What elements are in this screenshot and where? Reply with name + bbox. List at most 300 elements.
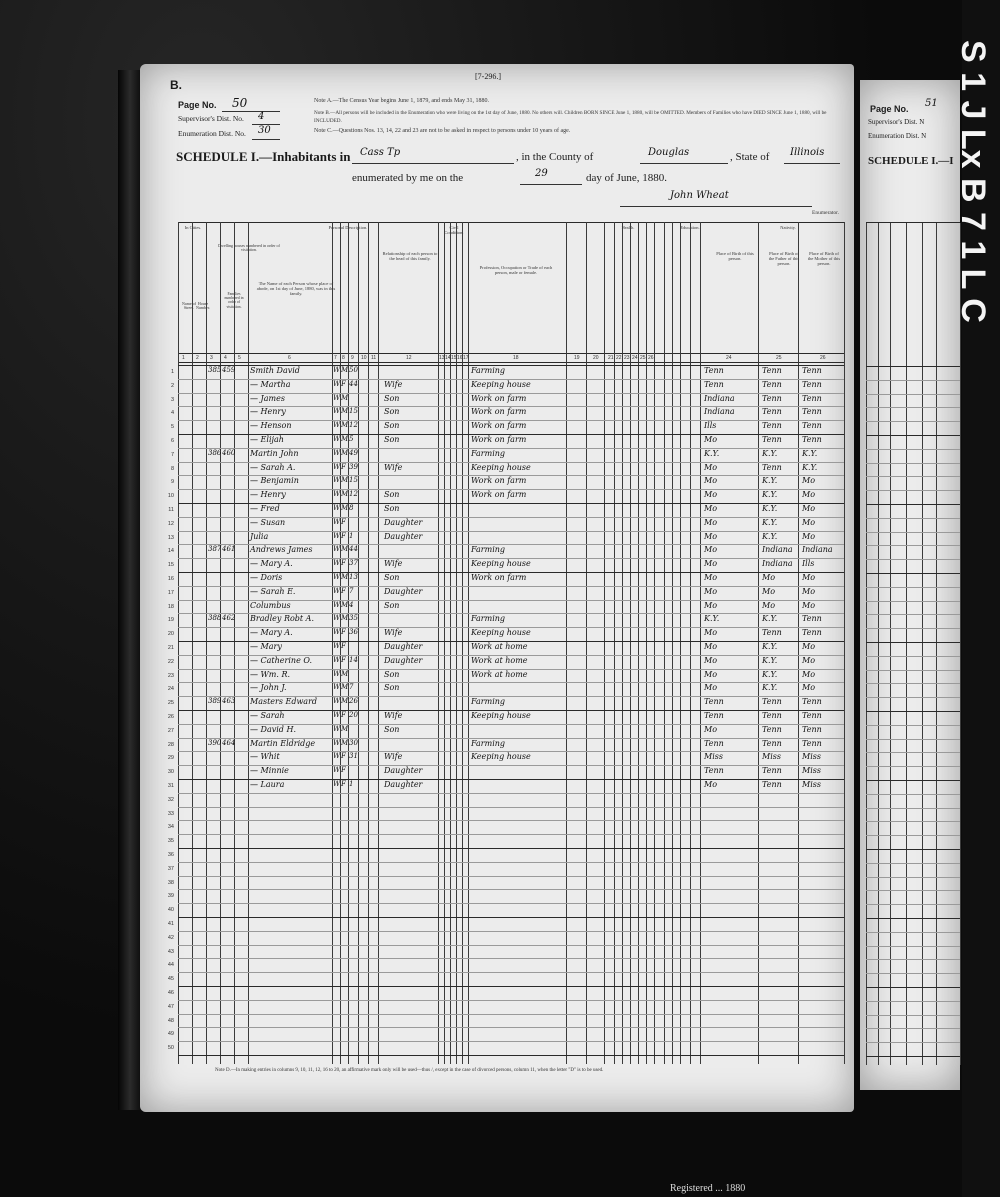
row-divider <box>178 820 844 821</box>
header-birthplace: Place of Birth of this person. <box>716 251 754 261</box>
mother-birthplace-value: Tenn <box>802 435 822 444</box>
right-row-divider <box>866 490 960 491</box>
row-number: 49 <box>167 1031 174 1038</box>
sex-value: M <box>341 545 349 554</box>
row-divider <box>178 1027 844 1028</box>
birthplace-value: Tenn <box>704 366 724 375</box>
father-birthplace-value: Tenn <box>762 766 782 776</box>
column-number: 7 <box>334 355 337 361</box>
column-divider <box>234 222 235 1064</box>
birthplace-value: Mo <box>704 642 718 651</box>
father-birthplace-value: K.Y. <box>762 490 778 500</box>
header-health: Health. <box>621 225 635 230</box>
column-divider <box>586 222 587 1064</box>
relationship-value: Daughter <box>384 642 423 651</box>
enumeration-label: Enumeration Dist. No. <box>178 129 246 138</box>
right-row-divider <box>866 890 960 891</box>
right-row-divider <box>866 725 960 726</box>
right-row-divider <box>866 697 960 698</box>
person-name: Masters Edward <box>250 697 318 707</box>
right-row-divider <box>866 532 960 533</box>
color-value: W <box>333 379 341 388</box>
age-value: 44 <box>349 545 358 554</box>
row-number: 40 <box>167 907 174 914</box>
relationship-value: Daughter <box>384 766 423 776</box>
age-value: 44 <box>349 379 358 388</box>
row-number: 46 <box>167 990 174 996</box>
right-row-divider <box>866 1028 960 1029</box>
age-value: 39 <box>349 462 358 471</box>
family-number: 462 <box>222 614 236 623</box>
township-line <box>352 163 514 164</box>
mother-birthplace-value: K.Y. <box>802 462 818 472</box>
row-number: 21 <box>167 645 174 651</box>
sex-value: M <box>341 697 349 706</box>
column-divider <box>638 222 639 1064</box>
row-number: 50 <box>167 1045 174 1052</box>
occupation-value: Work on farm <box>471 573 527 582</box>
age-value: 1 <box>349 531 354 540</box>
color-value: W <box>333 642 341 650</box>
family-number: 461 <box>222 545 236 554</box>
father-birthplace-value: K.Y. <box>762 448 778 458</box>
mother-birthplace-value: Mo <box>802 600 816 610</box>
sheet-letter: B. <box>170 78 182 92</box>
row-number: 39 <box>167 893 174 900</box>
birthplace-value: Ills <box>704 421 717 431</box>
right-table <box>866 222 960 1065</box>
color-value: W <box>333 490 341 499</box>
person-name: — Henson <box>250 421 292 431</box>
relationship-value: Son <box>384 504 400 513</box>
person-name: — Mary A. <box>250 628 293 638</box>
sex-value: M <box>341 504 349 512</box>
column-divider <box>604 222 605 1064</box>
day-label: day of June, 1880. <box>586 172 667 184</box>
sex-value: F <box>341 379 346 388</box>
birthplace-value: Mo <box>704 724 718 734</box>
row-number: 22 <box>167 658 174 665</box>
right-row-divider <box>866 380 960 381</box>
person-name: — John J. <box>250 683 287 693</box>
relationship-value: Son <box>384 573 400 582</box>
row-number: 1 <box>170 369 174 375</box>
birthplace-value: Tenn <box>704 379 724 389</box>
column-number: 18 <box>513 355 519 361</box>
sex-value: M <box>341 600 349 609</box>
column-number: 6 <box>288 355 291 361</box>
occupation-value: Work on farm <box>471 435 527 444</box>
page-no-value: 50 <box>232 96 248 110</box>
dwelling-number: 385 <box>208 366 222 374</box>
state-line <box>784 163 840 164</box>
mother-birthplace-value: Tenn <box>802 379 822 389</box>
color-value: W <box>333 628 341 637</box>
age-value: 12 <box>349 421 358 430</box>
sex-value: M <box>341 738 349 747</box>
column-divider <box>566 222 567 1064</box>
person-name: — Doris <box>250 573 283 582</box>
sex-value: F <box>341 752 346 761</box>
header-relationship: Relationship of each person to the head of this family. <box>382 251 438 261</box>
right-row-divider <box>866 614 960 615</box>
column-divider <box>192 222 193 1064</box>
color-value: W <box>333 780 341 788</box>
right-row-divider <box>866 573 960 574</box>
birthplace-value: Mo <box>704 586 718 596</box>
mother-birthplace-value: Miss <box>802 766 821 776</box>
father-birthplace-value: Tenn <box>762 393 782 403</box>
note-b: Note B.—All persons will be included in the Enumeration who were living on the 1st day of June, 1880. No others will. Children BORN SINCE June 1, 1880, will be OMITTED. Members of Families who have DIED SINCE June 1, 1880, will be INCLUDED. <box>314 110 827 124</box>
supervisor-value: 4 <box>258 111 265 122</box>
color-value: W <box>333 366 341 374</box>
color-value: W <box>333 407 341 416</box>
right-row-divider <box>866 683 960 684</box>
right-row-divider <box>866 407 960 408</box>
row-divider <box>178 876 844 877</box>
dwelling-number: 388 <box>208 614 222 623</box>
mother-birthplace-value: Mo <box>802 476 816 486</box>
person-name: — Fred <box>250 504 280 513</box>
row-number: 19 <box>167 617 174 624</box>
row-divider <box>178 903 844 904</box>
right-row-divider <box>866 476 960 477</box>
footer-note: Note D.—In making entries in columns 9, 10, 11, 12, 16 to 20, an affirmative mark only will be used—thus /, except in the case of divorced persons, column 11, when the letter "D" is to be used. <box>215 1068 604 1073</box>
row-divider <box>178 862 844 863</box>
father-birthplace-value: Tenn <box>762 780 782 789</box>
column-divider <box>844 222 845 1064</box>
father-birthplace-value: Tenn <box>762 462 782 472</box>
right-row-divider <box>866 545 960 546</box>
enumeration-value: 30 <box>258 125 271 136</box>
column-divider <box>614 222 615 1064</box>
age-value: 14 <box>349 655 358 664</box>
right-column-divider <box>922 223 923 1065</box>
person-name: — David H. <box>250 724 296 734</box>
county-line <box>640 163 728 164</box>
relationship-value: Son <box>384 683 400 693</box>
census-table <box>167 222 844 1064</box>
age-value: 30 <box>349 738 358 747</box>
occupation-value: Work at home <box>471 642 528 651</box>
township-value: Cass Tp <box>360 147 401 158</box>
row-number: 17 <box>167 589 174 596</box>
mother-birthplace-value: Mo <box>802 504 816 513</box>
column-divider <box>622 222 623 1064</box>
relationship-value: Daughter <box>384 780 423 789</box>
mother-birthplace-value: Ills <box>802 559 815 569</box>
row-number: 30 <box>167 769 174 776</box>
printer-mark: [7-296.] <box>475 72 501 81</box>
row-number: 23 <box>167 672 174 679</box>
right-column-divider <box>906 223 907 1065</box>
right-column-divider <box>960 223 961 1065</box>
person-name: — Martha <box>250 379 291 389</box>
right-row-divider <box>866 1056 960 1057</box>
column-divider <box>220 222 221 1064</box>
sex-value: M <box>341 421 349 430</box>
color-value: W <box>333 752 341 761</box>
color-value: W <box>333 559 341 568</box>
right-row-divider <box>866 394 960 395</box>
row-number: 10 <box>167 493 174 500</box>
page-no-line <box>222 111 280 112</box>
person-name: Martin Eldridge <box>250 738 316 748</box>
right-row-divider <box>866 1001 960 1002</box>
color-value: W <box>333 683 341 692</box>
column-number: 4 <box>224 355 227 361</box>
birthplace-value: Mo <box>704 517 718 527</box>
right-row-divider <box>866 932 960 933</box>
father-birthplace-value: Tenn <box>762 628 782 638</box>
father-birthplace-value: Tenn <box>762 724 782 734</box>
column-number: 23 <box>624 355 630 361</box>
header-personal: Personal Description. <box>328 225 368 230</box>
person-name: Julia <box>250 531 269 541</box>
header-family: Families numbered in order of visitation. <box>224 292 244 309</box>
relationship-value: Son <box>384 669 400 679</box>
row-divider <box>178 834 844 835</box>
header-mother-birth: Place of Birth of the Mother of this person. <box>807 251 841 266</box>
row-number: 42 <box>167 934 174 941</box>
relationship-value: Son <box>384 600 400 610</box>
color-value: W <box>333 697 341 706</box>
right-row-divider <box>866 559 960 560</box>
person-name: Bradley Robt A. <box>250 614 314 624</box>
relationship-value: Wife <box>384 462 403 472</box>
right-row-divider <box>866 766 960 767</box>
header-in-cities: In Cities. <box>184 225 202 230</box>
occupation-value: Keeping house <box>471 462 531 472</box>
row-number: 12 <box>167 520 174 527</box>
column-divider <box>348 222 349 1064</box>
row-number: 32 <box>167 796 174 803</box>
row-number: 3 <box>170 396 174 403</box>
column-number: 25 <box>640 355 646 361</box>
birthplace-value: Mo <box>704 490 718 500</box>
dwelling-number: 387 <box>208 545 222 554</box>
right-schedule-title: SCHEDULE I.—I <box>868 155 954 167</box>
color-value: W <box>333 517 341 526</box>
person-name: — Sarah E. <box>250 586 296 596</box>
right-row-divider <box>866 366 960 367</box>
right-page-no-value: 51 <box>925 98 938 109</box>
person-name: — Henry <box>250 407 286 417</box>
age-value: 35 <box>349 614 358 623</box>
row-divider <box>178 1014 844 1015</box>
mother-birthplace-value: Mo <box>802 531 816 541</box>
right-row-divider <box>866 449 960 450</box>
mother-birthplace-value: Tenn <box>802 393 822 403</box>
header-nativity: Nativity. <box>780 225 796 230</box>
birthplace-value: Mo <box>704 669 718 679</box>
person-name: — Mary <box>250 642 282 651</box>
relationship-value: Son <box>384 490 400 500</box>
right-row-divider <box>866 808 960 809</box>
right-row-divider <box>866 1042 960 1043</box>
sex-value: M <box>341 683 349 692</box>
father-birthplace-value: Mo <box>762 586 776 596</box>
sex-value: F <box>341 531 346 540</box>
mother-birthplace-value: Mo <box>802 586 816 596</box>
right-column-divider <box>936 223 937 1065</box>
supervisor-label: Supervisor's Dist. No. <box>178 114 244 123</box>
person-name: — Sarah <box>250 711 285 720</box>
father-birthplace-value: K.Y. <box>762 642 778 651</box>
header-education: Education. <box>680 225 700 230</box>
header-street: Name of Street. <box>182 301 196 311</box>
person-name: — Susan <box>250 517 286 527</box>
occupation-value: Work at home <box>471 669 528 679</box>
row-divider <box>178 793 844 794</box>
row-number: 41 <box>167 921 174 927</box>
sex-value: F <box>341 711 346 719</box>
column-number: 8 <box>342 355 345 361</box>
column-divider <box>690 222 691 1064</box>
mother-birthplace-value: Tenn <box>802 407 822 417</box>
person-name: — Whit <box>250 752 280 762</box>
row-number: 27 <box>167 727 174 734</box>
column-number: 17 <box>463 355 469 361</box>
row-number: 34 <box>167 824 174 831</box>
column-divider <box>178 222 179 1064</box>
row-number: 2 <box>170 382 174 389</box>
row-number: 8 <box>170 465 174 472</box>
mother-birthplace-value: Tenn <box>802 724 822 734</box>
column-divider <box>758 222 759 1064</box>
father-birthplace-value: Mo <box>762 600 776 610</box>
column-divider <box>444 222 445 1064</box>
father-birthplace-value: Tenn <box>762 711 782 720</box>
color-value: W <box>333 669 341 678</box>
right-row-divider <box>866 918 960 919</box>
father-birthplace-value: K.Y. <box>762 655 778 665</box>
right-row-divider <box>866 739 960 740</box>
header-civil: Civil Condition. <box>444 225 464 235</box>
father-birthplace-value: K.Y. <box>762 669 778 679</box>
occupation-value: Work on farm <box>471 490 527 500</box>
mother-birthplace-value: Miss <box>802 780 821 789</box>
right-enumeration-label: Enumeration Dist. N <box>868 132 927 140</box>
row-number: 25 <box>167 700 174 707</box>
color-value: W <box>333 421 341 430</box>
occupation-value: Keeping house <box>471 711 531 720</box>
column-divider <box>798 222 799 1064</box>
sex-value: F <box>341 586 346 595</box>
note-a: Note A.—The Census Year begins June 1, 1879, and ends May 31, 1880. <box>314 98 489 104</box>
relationship-value: Son <box>384 407 400 417</box>
right-row-divider <box>866 656 960 657</box>
color-value: W <box>333 545 341 554</box>
person-name: Smith David <box>250 366 300 375</box>
occupation-value: Farming <box>471 738 506 748</box>
right-row-divider <box>866 1015 960 1016</box>
father-birthplace-value: Tenn <box>762 407 782 417</box>
age-value: 7 <box>349 586 354 595</box>
column-divider <box>438 222 439 1064</box>
person-name: — Sarah A. <box>250 462 296 472</box>
relationship-value: Daughter <box>384 655 423 665</box>
mother-birthplace-value: Tenn <box>802 614 822 624</box>
state-label: , State of <box>730 151 770 163</box>
birthplace-value: K.Y. <box>704 614 720 624</box>
father-birthplace-value: Tenn <box>762 366 782 375</box>
column-number: 16 <box>457 355 463 361</box>
column-divider <box>456 222 457 1064</box>
right-row-divider <box>866 959 960 960</box>
birthplace-value: Mo <box>704 462 718 472</box>
age-value: 15 <box>349 407 358 416</box>
color-value: W <box>333 531 341 540</box>
column-number: 2 <box>196 355 199 361</box>
header-name: The Name of each Person whose place of abode, on 1st day of June, 1880, was in this family. <box>256 281 336 296</box>
sex-value: M <box>341 669 349 678</box>
row-number: 44 <box>167 962 174 969</box>
right-row-divider <box>866 835 960 836</box>
sex-value: F <box>341 517 346 526</box>
row-number: 26 <box>167 714 174 720</box>
enumerator-line <box>620 206 812 207</box>
right-supervisor-label: Supervisor's Dist. N <box>868 118 925 126</box>
row-number: 7 <box>170 451 174 458</box>
birthplace-value: Mo <box>704 476 718 486</box>
color-value: W <box>333 462 341 471</box>
column-number: 13 <box>439 355 445 361</box>
right-row-divider <box>866 877 960 878</box>
birthplace-value: Mo <box>704 628 718 638</box>
sex-value: M <box>341 573 349 581</box>
relationship-value: Wife <box>384 379 403 389</box>
column-number: 10 <box>361 355 367 361</box>
column-number: 21 <box>608 355 614 361</box>
age-value: 8 <box>349 504 354 512</box>
row-divider <box>178 917 844 918</box>
column-number: 1 <box>182 355 185 361</box>
row-divider <box>178 1000 844 1001</box>
note-c: Note C.—Questions Nos. 13, 14, 22 and 23 are not to be asked in respect to persons under 10 years of age. <box>314 128 571 134</box>
father-birthplace-value: Indiana <box>762 559 793 569</box>
column-divider <box>630 222 631 1064</box>
right-row-divider <box>866 587 960 588</box>
column-number: 24 <box>726 355 732 361</box>
relationship-value: Son <box>384 724 400 734</box>
column-number: 20 <box>593 355 599 361</box>
occupation-value: Work on farm <box>471 393 527 403</box>
color-value: W <box>333 766 341 775</box>
occupation-value: Keeping house <box>471 379 531 389</box>
row-number: 48 <box>167 1017 174 1024</box>
age-value: 20 <box>349 711 358 719</box>
birthplace-value: Tenn <box>704 711 724 720</box>
birthplace-value: Mo <box>704 504 718 513</box>
sex-value: F <box>341 642 346 650</box>
occupation-value: Keeping house <box>471 752 531 762</box>
column-number: 11 <box>371 355 377 361</box>
mother-birthplace-value: Indiana <box>802 545 833 555</box>
birthplace-value: Mo <box>704 600 718 610</box>
father-birthplace-value: Indiana <box>762 545 793 555</box>
occupation-value: Farming <box>471 614 506 624</box>
column-divider <box>700 222 701 1064</box>
father-birthplace-value: K.Y. <box>762 683 778 693</box>
father-birthplace-value: Tenn <box>762 697 782 707</box>
color-value: W <box>333 655 341 664</box>
color-value: W <box>333 448 341 457</box>
right-column-divider <box>890 223 891 1065</box>
relationship-value: Son <box>384 435 400 444</box>
father-birthplace-value: Mo <box>762 573 776 582</box>
right-row-divider <box>866 849 960 850</box>
